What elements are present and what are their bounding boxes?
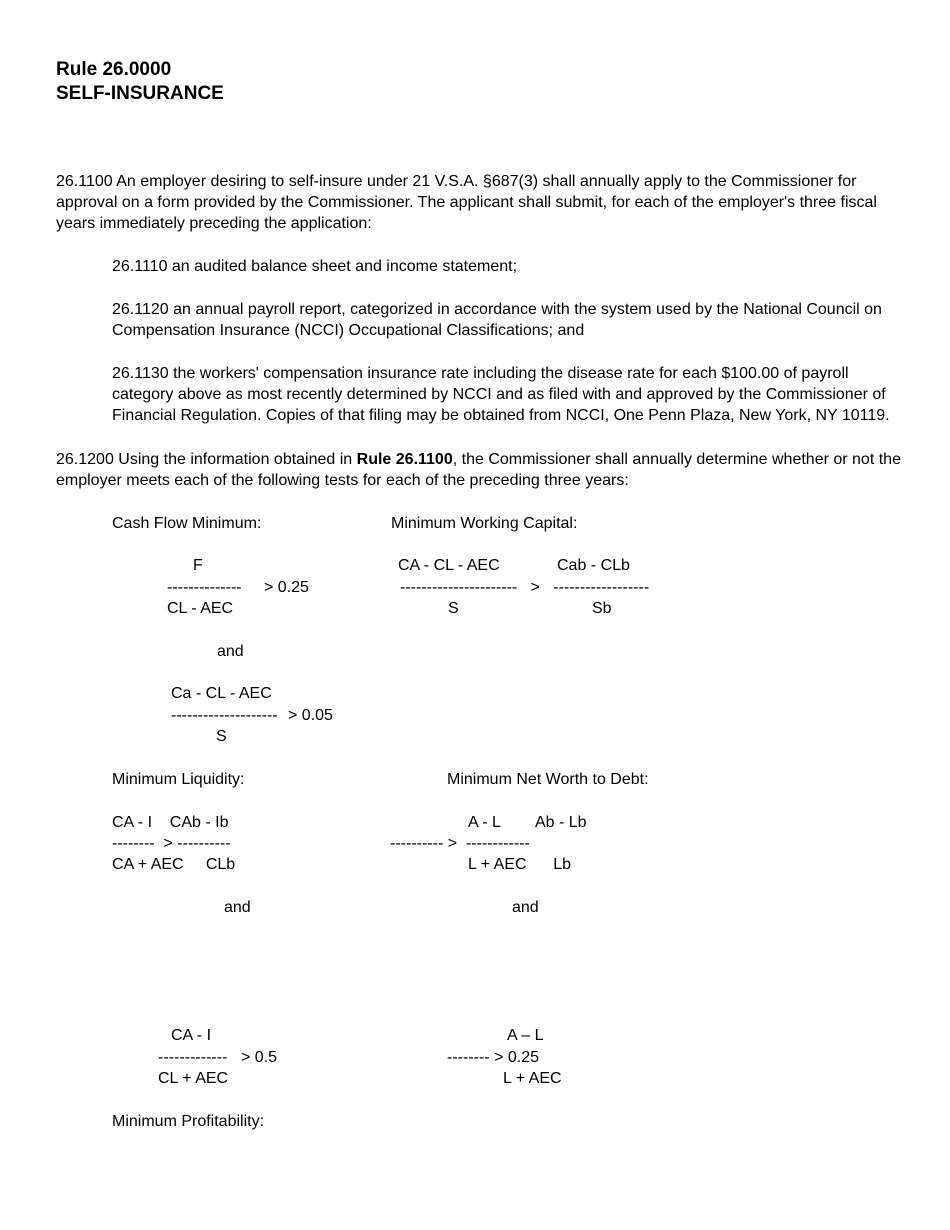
net-worth-label: Minimum Net Worth to Debt:: [447, 771, 649, 788]
paragraph-26-1120: 26.1120 an annual payroll report, categorized in accordance with the system used by the National Council on Compensation Insurance (NCCI) Occupational Classifications; and: [112, 301, 882, 339]
cash-flow-f1-numerator: F: [193, 557, 203, 574]
liquidity-f2-numerator: CA - I: [171, 1027, 212, 1044]
liquidity-and: and: [224, 899, 251, 916]
cash-flow-f2-numerator: Ca - CL - AEC: [171, 685, 272, 702]
paragraph-26-1200-rest: , the Commissioner shall annually determine whether or not the employer meets each of the following tests for each of the preceding three years:: [56, 451, 901, 489]
liquidity-f2-bar: -------------: [158, 1049, 228, 1066]
net-worth-bar: ---------- > ------------: [390, 835, 530, 852]
profitability-label: Minimum Profitability:: [112, 1113, 265, 1130]
liquidity-bar: -------- > ----------: [112, 835, 231, 852]
working-capital-right-denominator: Sb: [592, 600, 612, 617]
cash-flow-f1-denominator: CL - AEC: [167, 600, 234, 617]
paragraph-26-1200-lead: 26.1200 Using the information obtained in: [56, 451, 357, 468]
working-capital-left-denominator: S: [448, 600, 459, 617]
paragraph-26-1130: 26.1130 the workers' compensation insurance rate including the disease rate for each $100.00 of payroll category above as most recently determined by NCCI and as filed with and approved by the Commissioner of Financial Regulation. Copies of that filing may be obtained from NCCI, One Penn Plaza, New York, NY 10119.: [112, 365, 890, 424]
liquidity-label: Minimum Liquidity:: [112, 771, 245, 788]
liquidity-f2-comparison: > 0.5: [241, 1049, 278, 1066]
working-capital-bar: ---------------------- > ------------------: [400, 579, 650, 596]
rule-reference: Rule 26.1100: [356, 451, 453, 468]
cash-flow-f1-bar: --------------: [167, 579, 242, 596]
paragraph-26-1110: 26.1110 an audited balance sheet and income statement;: [112, 258, 518, 275]
cash-flow-f2-comparison: > 0.05: [288, 707, 333, 724]
net-worth-numerators: A - L Ab - Lb: [468, 814, 587, 831]
rule-number: Rule 26.0000: [56, 59, 172, 80]
paragraph-26-1200: [56, 449, 906, 491]
cash-flow-label: Cash Flow Minimum:: [112, 515, 262, 532]
net-worth-f2-bar: -------- > 0.25: [447, 1049, 539, 1066]
cash-flow-f1-comparison: > 0.25: [264, 579, 309, 596]
cash-flow-and: and: [217, 643, 244, 660]
net-worth-f2-denominator: L + AEC: [503, 1070, 562, 1087]
cash-flow-f2-denominator: S: [216, 728, 227, 745]
working-capital-right-numerator: Cab - CLb: [557, 557, 630, 574]
liquidity-denominators: CA + AEC CLb: [112, 856, 236, 873]
liquidity-f2-denominator: CL + AEC: [158, 1070, 229, 1087]
paragraph-26-1100: 26.1100 An employer desiring to self-insure under 21 V.S.A. §687(3) shall annually apply to the Commissioner for approval on a form provided by the Commissioner. The applicant shall submit, for each of the employer's three fiscal years immediately preceding the application:: [56, 173, 877, 232]
working-capital-label: Minimum Working Capital:: [391, 515, 578, 532]
net-worth-denominators: L + AEC Lb: [468, 856, 572, 873]
working-capital-left-numerator: CA - CL - AEC: [398, 557, 500, 574]
net-worth-and: and: [512, 899, 539, 916]
rule-title: SELF-INSURANCE: [56, 83, 224, 104]
liquidity-numerators: CA - I CAb - Ib: [112, 814, 229, 831]
net-worth-f2-numerator: A – L: [507, 1027, 544, 1044]
cash-flow-f2-bar: --------------------: [171, 707, 278, 724]
